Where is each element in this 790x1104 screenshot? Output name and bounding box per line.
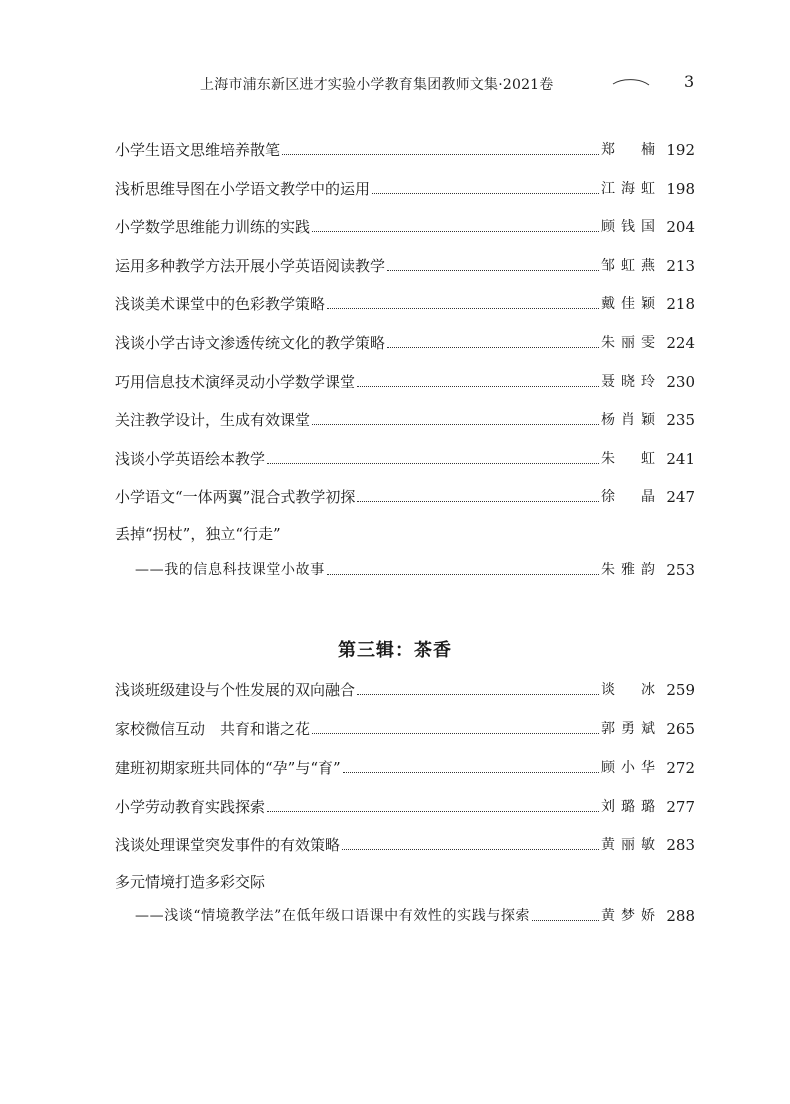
dot-leader: [312, 231, 599, 232]
entry-page: 283: [666, 836, 695, 854]
dot-leader: [282, 154, 599, 155]
toc-entry[interactable]: [115, 213, 695, 237]
entry-title[interactable]: 丢掉“拐杖”，独立“行走”: [115, 525, 281, 543]
entry-page: 198: [666, 180, 695, 198]
entry-title: 小学数学思维能力训练的实践: [115, 218, 311, 236]
entry-page: 213: [666, 257, 695, 275]
toc-entry[interactable]: [115, 290, 695, 314]
entry-title: 家校微信互动 共育和谐之花: [115, 720, 311, 738]
swash-ornament-icon: [612, 76, 650, 90]
entry-page: 272: [666, 759, 695, 777]
entry-page: 253: [666, 561, 695, 579]
entry-title: 浅谈小学古诗文渗透传统文化的教学策略: [115, 334, 386, 352]
dot-leader: [267, 811, 599, 812]
entry-page: 241: [666, 450, 695, 468]
dot-leader: [357, 501, 599, 502]
entry-page: 265: [666, 720, 695, 738]
entry-author: 朱丽雯: [601, 335, 655, 351]
dot-leader: [372, 193, 599, 194]
toc-entry[interactable]: [115, 556, 695, 580]
header-title: 上海市浦东新区进才实验小学教育集团教师文集·2021卷: [200, 77, 554, 93]
toc-entry[interactable]: [115, 831, 695, 855]
section-heading: 第三辑：茶香: [338, 640, 452, 661]
entry-page: 277: [666, 798, 695, 816]
toc-entry[interactable]: [115, 406, 695, 430]
entry-author: 郭勇斌: [601, 721, 655, 737]
dot-leader: [387, 347, 599, 348]
toc-entry[interactable]: [115, 175, 695, 199]
entry-author: 邹虹燕: [601, 258, 655, 274]
entry-subtitle: ——浅谈“情境教学法”在低年级口语课中有效性的实践与探索: [135, 908, 531, 924]
entry-author: 聂晓玲: [601, 374, 655, 390]
toc-entry[interactable]: [115, 715, 695, 739]
entry-page: 224: [666, 334, 695, 352]
entry-title: 小学生语文思维培养散笔: [115, 141, 281, 159]
entry-author: 朱 虹: [601, 451, 655, 467]
toc-entry[interactable]: [115, 676, 695, 700]
toc-entry[interactable]: [115, 252, 695, 276]
entry-page: 259: [666, 681, 695, 699]
entry-page: 192: [666, 141, 695, 159]
entry-author: 戴佳颖: [601, 296, 655, 312]
entry-subtitle: ——我的信息科技课堂小故事: [135, 562, 325, 578]
entry-author: 黄梦娇: [601, 908, 655, 924]
toc-entry[interactable]: [115, 793, 695, 817]
entry-author: 刘璐璐: [601, 799, 655, 815]
entry-title: 浅谈班级建设与个性发展的双向融合: [115, 681, 356, 699]
toc-entry[interactable]: [115, 136, 695, 160]
entry-title: 小学语文“一体两翼”混合式教学初探: [115, 488, 356, 506]
toc-entry[interactable]: [115, 368, 695, 392]
dot-leader: [312, 733, 599, 734]
entry-author: 顾小华: [601, 760, 655, 776]
dot-leader: [387, 270, 599, 271]
entry-author: 朱雅韵: [601, 562, 655, 578]
toc-entry[interactable]: [115, 902, 695, 926]
entry-title: 小学劳动教育实践探索: [115, 798, 266, 816]
entry-title: 浅析思维导图在小学语文教学中的运用: [115, 180, 371, 198]
entry-page: 288: [666, 907, 695, 925]
toc-entry[interactable]: [115, 329, 695, 353]
entry-page: 218: [666, 295, 695, 313]
entry-title: 巧用信息技术演绎灵动小学数学课堂: [115, 373, 356, 391]
toc-entry[interactable]: [115, 483, 695, 507]
dot-leader: [342, 849, 599, 850]
entry-author: 谈 冰: [601, 682, 655, 698]
entry-title: 浅谈处理课堂突发事件的有效策略: [115, 836, 341, 854]
toc-entry[interactable]: [115, 754, 695, 778]
entry-title: 建班初期家班共同体的“孕”与“育”: [115, 759, 341, 777]
entry-author: 郑 楠: [601, 142, 655, 158]
page-number: 3: [684, 72, 695, 91]
entry-page: 204: [666, 218, 695, 236]
entry-title: 浅谈美术课堂中的色彩教学策略: [115, 295, 326, 313]
entry-page: 230: [666, 373, 695, 391]
entry-author: 江海虹: [601, 181, 655, 197]
dot-leader: [312, 424, 599, 425]
dot-leader: [327, 574, 599, 575]
entry-title[interactable]: 多元情境打造多彩交际: [115, 873, 266, 891]
dot-leader: [357, 386, 599, 387]
entry-author: 徐 晶: [601, 489, 655, 505]
dot-leader: [532, 920, 599, 921]
entry-author: 黄丽敏: [601, 837, 655, 853]
entry-author: 杨肖颖: [601, 412, 655, 428]
dot-leader: [267, 463, 599, 464]
entry-page: 247: [666, 488, 695, 506]
entry-title: 浅谈小学英语绘本教学: [115, 450, 266, 468]
dot-leader: [357, 694, 599, 695]
running-header: [0, 72, 790, 96]
dot-leader: [327, 308, 599, 309]
toc-entry[interactable]: [115, 445, 695, 469]
dot-leader: [343, 772, 599, 773]
entry-title: 运用多种教学方法开展小学英语阅读教学: [115, 257, 386, 275]
entry-title: 关注教学设计，生成有效课堂: [115, 411, 311, 429]
entry-author: 顾钱国: [601, 219, 655, 235]
entry-page: 235: [666, 411, 695, 429]
